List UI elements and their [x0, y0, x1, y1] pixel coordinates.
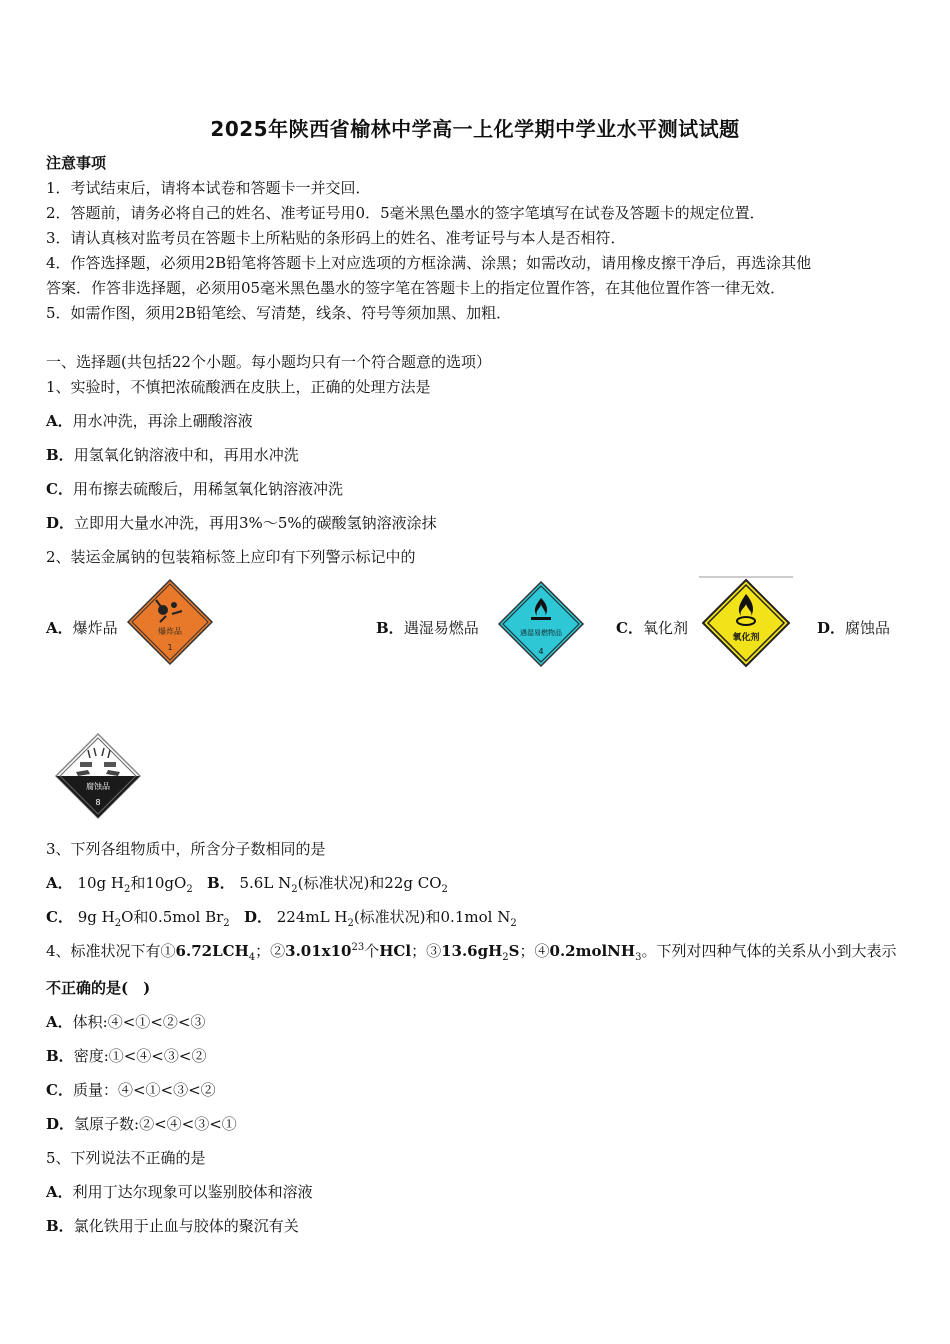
- question-5-stem: 5、下列说法不正确的是: [46, 1149, 206, 1167]
- sign-number: 4: [538, 647, 544, 656]
- quantity: HCl: [379, 942, 412, 960]
- option-text: 用布擦去硫酸后，用稀氢氧化钠溶液冲洗: [72, 480, 343, 498]
- subscript: 2: [186, 884, 193, 895]
- quantity: 3.01x10: [285, 942, 352, 960]
- notice-item: 2．答题前，请务必将自己的姓名、准考证号用0．5毫米黑色墨水的签字笔填写在试卷及答题卡的规定位置．: [46, 204, 765, 222]
- q2-option-c: [616, 617, 688, 638]
- q5-option-a: [46, 1181, 313, 1202]
- question-3-stem: 3、下列各组物质中，所含分子数相同的是: [46, 840, 326, 858]
- option-letter: A．: [46, 412, 73, 430]
- question-4-stem: [46, 940, 896, 963]
- notice-item: 3．请认真核对监考员在答题卡上所粘贴的条形码上的姓名、准考证号与本人是否相符．: [46, 229, 626, 247]
- subscript: 3: [635, 952, 642, 963]
- notice-item: 1．考试结束后，请将本试卷和答题卡一并交回．: [46, 179, 371, 197]
- option-text: (标准状况)和0.1mol N: [353, 908, 511, 926]
- option-letter: A．: [46, 1183, 73, 1201]
- page-title: 2025年陕西省榆林中学高一上化学期中学业水平测试试题: [210, 117, 740, 141]
- option-letter: C．: [46, 1081, 73, 1099]
- option-letter: B．: [46, 1047, 74, 1065]
- option-letter: D．: [243, 908, 272, 926]
- q1-option-b: [46, 444, 299, 465]
- option-text: 氧化剂: [642, 619, 688, 637]
- option-letter: C．: [46, 480, 73, 498]
- option-letter: D．: [46, 514, 75, 532]
- q2-option-d: [817, 617, 890, 638]
- option-letter: A．: [46, 619, 73, 637]
- sign-label: 腐蚀品: [86, 782, 110, 791]
- sign-number: 1: [167, 643, 173, 652]
- q2-option-b: [376, 617, 479, 638]
- option-text: 224mL H: [276, 908, 348, 926]
- q2-option-a: [46, 617, 118, 638]
- sign-number: 8: [95, 798, 101, 807]
- quantity: 6.72LCH: [175, 942, 249, 960]
- quantity: S: [508, 942, 520, 960]
- option-text: 9g H: [77, 908, 115, 926]
- quantity: 0.2molNH: [549, 942, 636, 960]
- question-1-stem: 1、实验时，不慎把浓硫酸洒在皮肤上，正确的处理方法是: [46, 378, 431, 396]
- stem-text: ；④: [519, 942, 550, 960]
- question-2-stem: 2、装运金属钠的包装箱标签上应印有下列警示标记中的: [46, 548, 416, 566]
- option-text: 和10gO: [130, 874, 187, 892]
- option-text: 氯化铁用于止血与胶体的聚沉有关: [73, 1217, 299, 1235]
- section-heading: 一、选择题(共包括22个小题。每小题均只有一个符合题意的选项）: [46, 353, 491, 371]
- option-text: 体积:④<①<②<③: [72, 1013, 206, 1031]
- sign-label: 氧化剂: [732, 633, 760, 643]
- option-text: 立即用大量水冲洗，再用3%～5%的碳酸氢钠溶液涂抹: [74, 514, 437, 532]
- q1-option-c: [46, 478, 343, 499]
- q3-options-row-1: [46, 872, 448, 895]
- quantity: 13.6gH: [441, 942, 503, 960]
- option-letter: D．: [817, 619, 846, 637]
- subscript: 2: [347, 918, 354, 929]
- option-text: 氢原子数:②<④<③<①: [74, 1115, 237, 1133]
- option-text: 爆炸品: [72, 619, 118, 637]
- option-letter: B．: [46, 446, 74, 464]
- explosive-sign-icon: [126, 578, 214, 666]
- subscript: 4: [248, 952, 256, 963]
- option-text: 用水冲洗，再涂上硼酸溶液: [72, 412, 253, 430]
- notice-heading: 注意事项: [46, 154, 107, 172]
- stem-text: 个: [364, 942, 380, 960]
- stem-text: ；③: [411, 942, 442, 960]
- notice-item: 4．作答选择题，必须用2B铅笔将答题卡上对应选项的方框涂满、涂黑；如需改动，请用橡皮擦干净后，再选涂其他: [46, 254, 812, 272]
- option-letter: C．: [616, 619, 643, 637]
- option-text: O和0.5mol Br: [121, 908, 224, 926]
- dangerous-when-wet-sign-icon: [497, 580, 585, 668]
- option-letter: A．: [46, 1013, 73, 1031]
- q3-options-row-2: [46, 906, 517, 929]
- q1-option-a: [46, 410, 253, 431]
- notice-item: 5．如需作图，须用2B铅笔绘、写清楚，线条、符号等须加黑、加粗．: [46, 304, 512, 322]
- option-letter: B．: [376, 619, 404, 637]
- q4-option-a: [46, 1011, 205, 1032]
- option-text: 利用丁达尔现象可以鉴别胶体和溶液: [72, 1183, 313, 1201]
- subscript: 2: [291, 884, 298, 895]
- option-letter: D．: [46, 1115, 75, 1133]
- corrosive-sign-icon: [54, 732, 142, 820]
- option-text: 腐蚀品: [845, 619, 891, 637]
- option-text: 5.6L N: [239, 874, 292, 892]
- q1-option-d: [46, 512, 437, 533]
- subscript: 2: [114, 918, 122, 929]
- subscript: 2: [123, 884, 131, 895]
- option-text: (标准状况)和22g CO: [297, 874, 442, 892]
- sign-label: 爆炸品: [158, 627, 182, 636]
- option-letter: A．: [46, 874, 73, 892]
- option-letter: B．: [46, 1217, 74, 1235]
- option-text: 遇湿易燃品: [403, 619, 479, 637]
- option-text: 10g H: [77, 874, 124, 892]
- q5-option-b: [46, 1215, 299, 1236]
- option-letter: C．: [46, 908, 73, 926]
- sign-label: 遇湿易燃物品: [520, 629, 562, 637]
- q4-option-b: [46, 1045, 206, 1066]
- option-text: 用氢氧化钠溶液中和，再用水冲洗: [73, 446, 299, 464]
- stem-text: ；②: [255, 942, 286, 960]
- subscript: 2: [502, 952, 509, 963]
- oxidizer-sign-icon: [699, 576, 793, 670]
- stem-text: 4、标准状况下有①: [46, 942, 176, 960]
- subscript: 2: [441, 884, 448, 895]
- superscript: 23: [351, 942, 365, 953]
- option-text: 质量：④<①<③<②: [72, 1081, 216, 1099]
- option-letter: B．: [207, 874, 235, 892]
- q4-option-c: [46, 1079, 216, 1100]
- subscript: 2: [223, 918, 230, 929]
- q4-option-d: [46, 1113, 237, 1134]
- subscript: 2: [510, 918, 517, 929]
- stem-text: 。下列对四种气体的关系从小到大表示: [641, 942, 897, 960]
- question-4-stem-line-2: 不正确的是( ): [46, 979, 151, 997]
- notice-item: 答案．作答非选择题，必须用05毫米黑色墨水的签字笔在答题卡上的指定位置作答，在其他位置作答一律无效．: [46, 279, 786, 297]
- option-text: 密度:①<④<③<②: [73, 1047, 207, 1065]
